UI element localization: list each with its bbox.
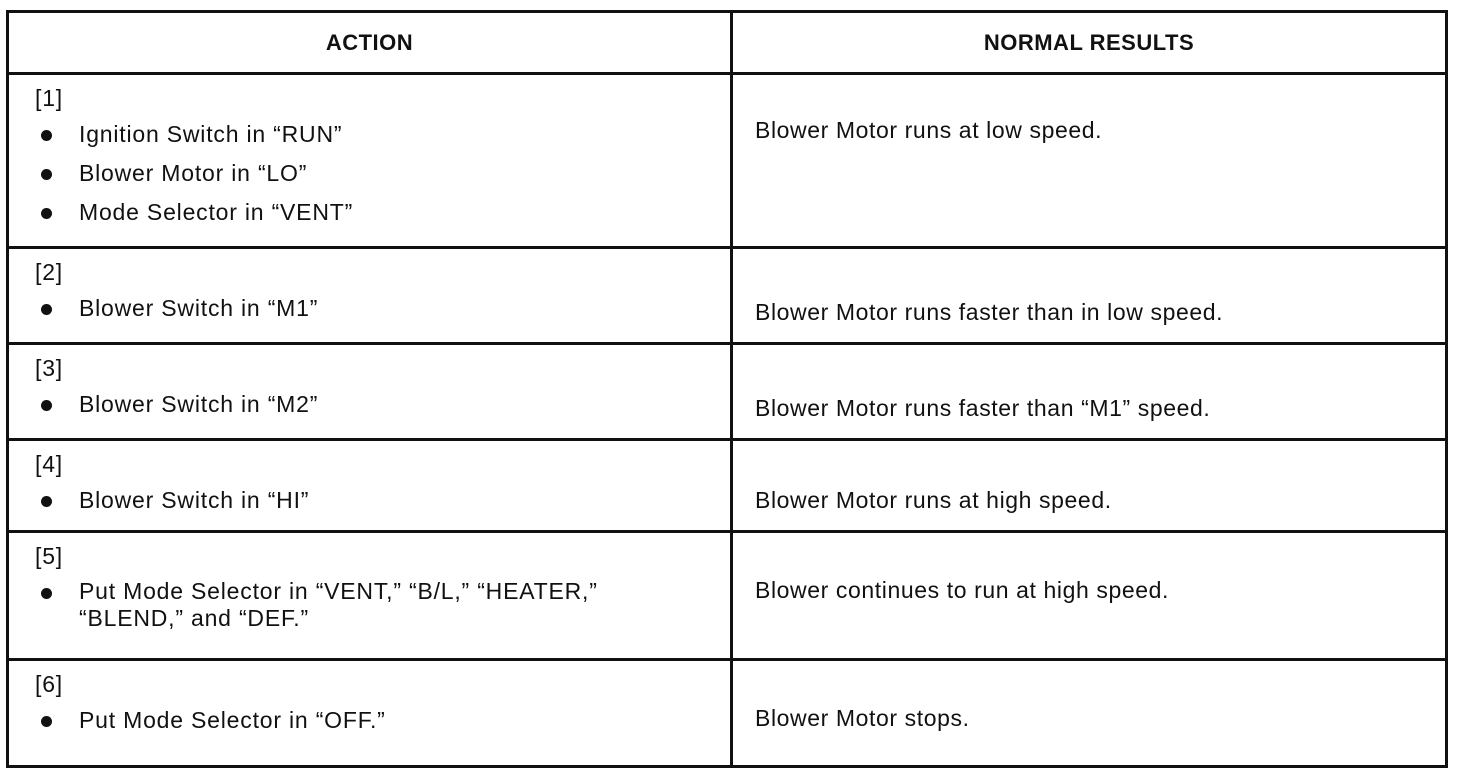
action-item: Blower Motor in “LO” [35,159,730,188]
header-results [733,13,1445,75]
step-number: [6] [35,671,63,697]
action-list [35,486,730,515]
action-item: Blower Switch in “M1” [35,294,730,323]
action-item: Blower Switch in “M2” [35,390,730,419]
header-action [9,13,733,75]
table-row-action [9,249,733,345]
result-text: Blower continues to run at high speed. [755,577,1170,603]
step-number: [3] [35,355,63,381]
header-results-label: NORMAL RESULTS [983,29,1195,55]
table-row-result [733,249,1445,345]
table-row-action [9,441,733,533]
table-row-action [9,345,733,441]
step-number: [5] [35,543,63,569]
table-row-result [733,345,1445,441]
action-list [35,120,730,227]
result-text: Blower Motor stops. [755,705,970,731]
action-list [35,390,730,419]
result-text: Blower Motor runs at low speed. [755,117,1103,143]
step-number: [4] [35,451,63,477]
action-item: Ignition Switch in “RUN” [35,120,730,149]
table-row-action [9,533,733,661]
action-list [35,294,730,323]
procedure-table [6,10,1448,768]
table-row-action [9,75,733,249]
action-item: Put Mode Selector in “OFF.” [35,706,730,735]
result-text: Blower Motor runs faster than “M1” speed. [755,395,1211,421]
table-row-action [9,661,733,765]
step-number: [1] [35,85,63,111]
table-row-result [733,533,1445,661]
action-item: Mode Selector in “VENT” [35,198,730,227]
action-list [35,578,730,632]
result-text: Blower Motor runs at high speed. [755,487,1112,513]
table-row-result [733,661,1445,765]
table-row-result [733,75,1445,249]
header-action-label: ACTION [325,29,414,55]
table-row-result [733,441,1445,533]
step-number: [2] [35,259,63,285]
action-item: Put Mode Selector in “VENT,” “B/L,” “HEATER,” “BLEND,” and “DEF.” [35,578,730,632]
action-item: Blower Switch in “HI” [35,486,730,515]
result-text: Blower Motor runs faster than in low speed. [755,299,1224,325]
action-list [35,706,730,735]
